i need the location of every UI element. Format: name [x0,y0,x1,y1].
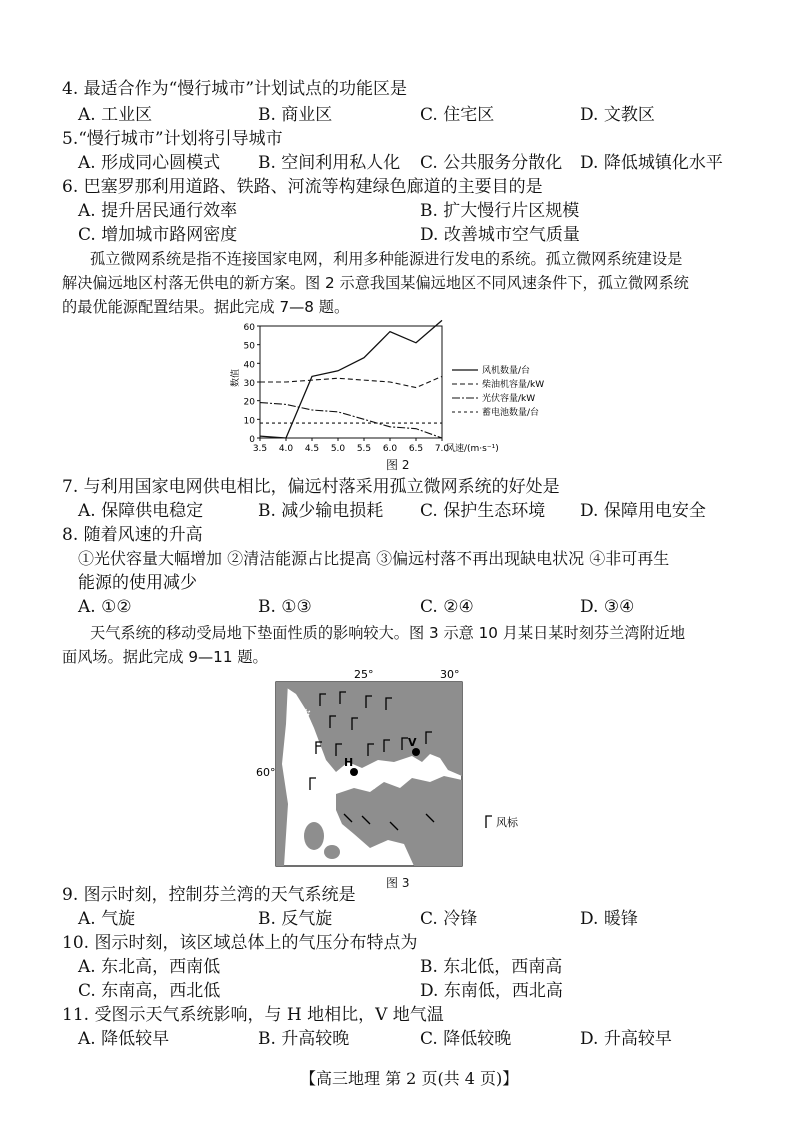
legend-label-0: 风机数量/台 [482,366,531,376]
point-h-label: H [344,756,354,769]
q8-option-d[interactable]: D. ③④ [580,597,635,617]
q11-option-d[interactable]: D. 升高较早 [580,1029,672,1049]
q9-option-c[interactable]: C. 冷锋 [420,909,478,929]
x-tick-label: 6.0 [382,444,398,454]
q11-option-c[interactable]: C. 降低较晚 [420,1029,512,1049]
q4-option-b[interactable]: B. 商业区 [258,105,333,125]
y-tick-label: 50 [243,341,255,352]
q10-option-b[interactable]: B. 东北低，西南高 [420,957,563,977]
x-tick-label: 5.0 [330,444,346,454]
y-tick-label: 10 [243,416,255,427]
figure2-caption: 图 2 [386,458,410,472]
lon-25-label: 25° [354,668,374,681]
q8-option-c[interactable]: C. ②④ [420,597,474,617]
q7-option-a[interactable]: A. 保障供电稳定 [78,501,204,521]
bay-label-2: 兰 [388,769,402,784]
q10-option-a[interactable]: A. 东北高，西南低 [78,957,221,977]
q6-option-a[interactable]: A. 提升居民通行效率 [78,201,238,221]
q11-option-a[interactable]: A. 降低较早 [78,1029,170,1049]
legend-label-1: 柴油机容量/kW [482,380,545,390]
q9-option-b[interactable]: B. 反气旋 [258,909,333,929]
lat-60-label: 60° [256,766,276,779]
q11-option-b[interactable]: B. 升高较晚 [258,1029,350,1049]
q6-option-b[interactable]: B. 扩大慢行片区规模 [420,201,580,221]
passage1-line3: 的最优能源配置结果。据此完成 7—8 题。 [62,298,350,316]
q9-option-d[interactable]: D. 暖锋 [580,909,638,929]
legend-label-2: 光伏容量/kW [482,394,536,404]
y-tick-label: 30 [243,379,255,389]
page-footer: 【高三地理 第 2 页(共 4 页)】 [300,1069,519,1088]
q7-stem: 7. 与利用国家电网供电相比，偏远村落采用孤立微网系统的好处是 [62,477,560,497]
x-tick-label: 7.0 [434,444,450,454]
q9-option-a[interactable]: A. 气旋 [78,909,136,929]
x-axis-label: 风速/(m·s⁻¹) [446,444,499,454]
q11-stem: 11. 受图示天气系统影响，与 H 地相比，V 地气温 [62,1005,444,1025]
q7-option-b[interactable]: B. 减少输电损耗 [258,501,384,521]
q6-stem: 6. 巴塞罗那利用道路、铁路、河流等构建绿色廊道的主要目的是 [62,177,543,197]
point-v-label: V [408,736,417,749]
q8-statement-line1: ①光伏容量大幅增加 ②清洁能源占比提高 ③偏远村落不再出现缺电状况 ④非可再生 [78,549,670,568]
point-v [412,748,420,756]
island [304,822,324,850]
passage2-line1: 天气系统的移动受局地下垫面性质的影响较大。图 3 示意 10 月某日某时刻芬兰湾附近地 [90,624,686,642]
bay-label-1: 芬 [366,777,380,792]
q8-statement-line2: 能源的使用减少 [78,573,197,593]
figure3-map [244,664,564,876]
q4-option-d[interactable]: D. 文教区 [580,105,655,125]
passage2-line2: 面风场。据此完成 9—11 题。 [62,648,268,666]
bay-label-3: 湾 [410,765,424,780]
x-tick-label: 6.5 [408,444,424,454]
q4-option-a[interactable]: A. 工业区 [78,105,153,125]
q8-option-b[interactable]: B. ①③ [258,597,312,617]
y-axis-label: 数值 [231,368,241,388]
legend-label-3: 蓄电池数量/台 [482,408,540,418]
x-tick-label: 5.5 [356,444,372,454]
q9-stem: 9. 图示时刻，控制芬兰湾的天气系统是 [62,885,356,905]
series-line-1 [260,376,442,387]
x-tick-label: 4.5 [304,444,320,454]
series-line-2 [260,403,442,438]
sea-label-2: 罗 [300,733,314,748]
y-tick-label: 20 [243,397,255,408]
q7-option-c[interactable]: C. 保护生态环境 [420,501,546,521]
x-tick-label: 3.5 [252,444,268,454]
legend-wind-barb-icon [486,816,492,828]
q5-option-d[interactable]: D. 降低城镇化水平 [580,153,723,173]
passage1-line2: 解决偏远地区村落无供电的新方案。图 2 示意我国某偏远地区不同风速条件下，孤立微网系统 [62,274,689,292]
y-tick-label: 0 [249,435,255,445]
q5-option-a[interactable]: A. 形成同心圆模式 [78,153,221,173]
q4-stem: 4. 最适合作为“慢行城市”计划试点的功能区是 [62,79,408,99]
q4-option-c[interactable]: C. 住宅区 [420,105,495,125]
q6-option-d[interactable]: D. 改善城市空气质量 [420,225,580,245]
sea-label-1: 波 [298,709,312,724]
q8-option-a[interactable]: A. ①② [78,597,132,617]
q10-option-d[interactable]: D. 东南低，西北高 [420,981,563,1001]
q8-stem: 8. 随着风速的升高 [62,525,203,545]
figure2-chart [226,318,576,470]
y-tick-label: 40 [243,360,255,371]
passage1-line1: 孤立微网系统是指不连接国家电网，利用多种能源进行发电的系统。孤立微网系统建设是 [90,250,683,268]
sea-label-3: 的 [300,761,314,776]
q10-stem: 10. 图示时刻，该区域总体上的气压分布特点为 [62,933,418,953]
q7-option-d[interactable]: D. 保障用电安全 [580,501,706,521]
y-tick-label: 60 [243,323,255,333]
q5-stem: 5.“慢行城市”计划将引导城市 [62,129,283,149]
figure3-caption: 图 3 [386,876,410,890]
legend-label: 风标 [496,816,518,829]
island [324,845,340,859]
q6-option-c[interactable]: C. 增加城市路网密度 [78,225,238,245]
q5-option-c[interactable]: C. 公共服务分散化 [420,153,563,173]
q5-option-b[interactable]: B. 空间利用私人化 [258,153,401,173]
point-h [350,768,358,776]
sea-label-4: 海 [304,783,318,798]
q10-option-c[interactable]: C. 东南高，西北低 [78,981,221,1001]
x-tick-label: 4.0 [278,444,294,454]
lon-30-label: 30° [440,668,460,681]
